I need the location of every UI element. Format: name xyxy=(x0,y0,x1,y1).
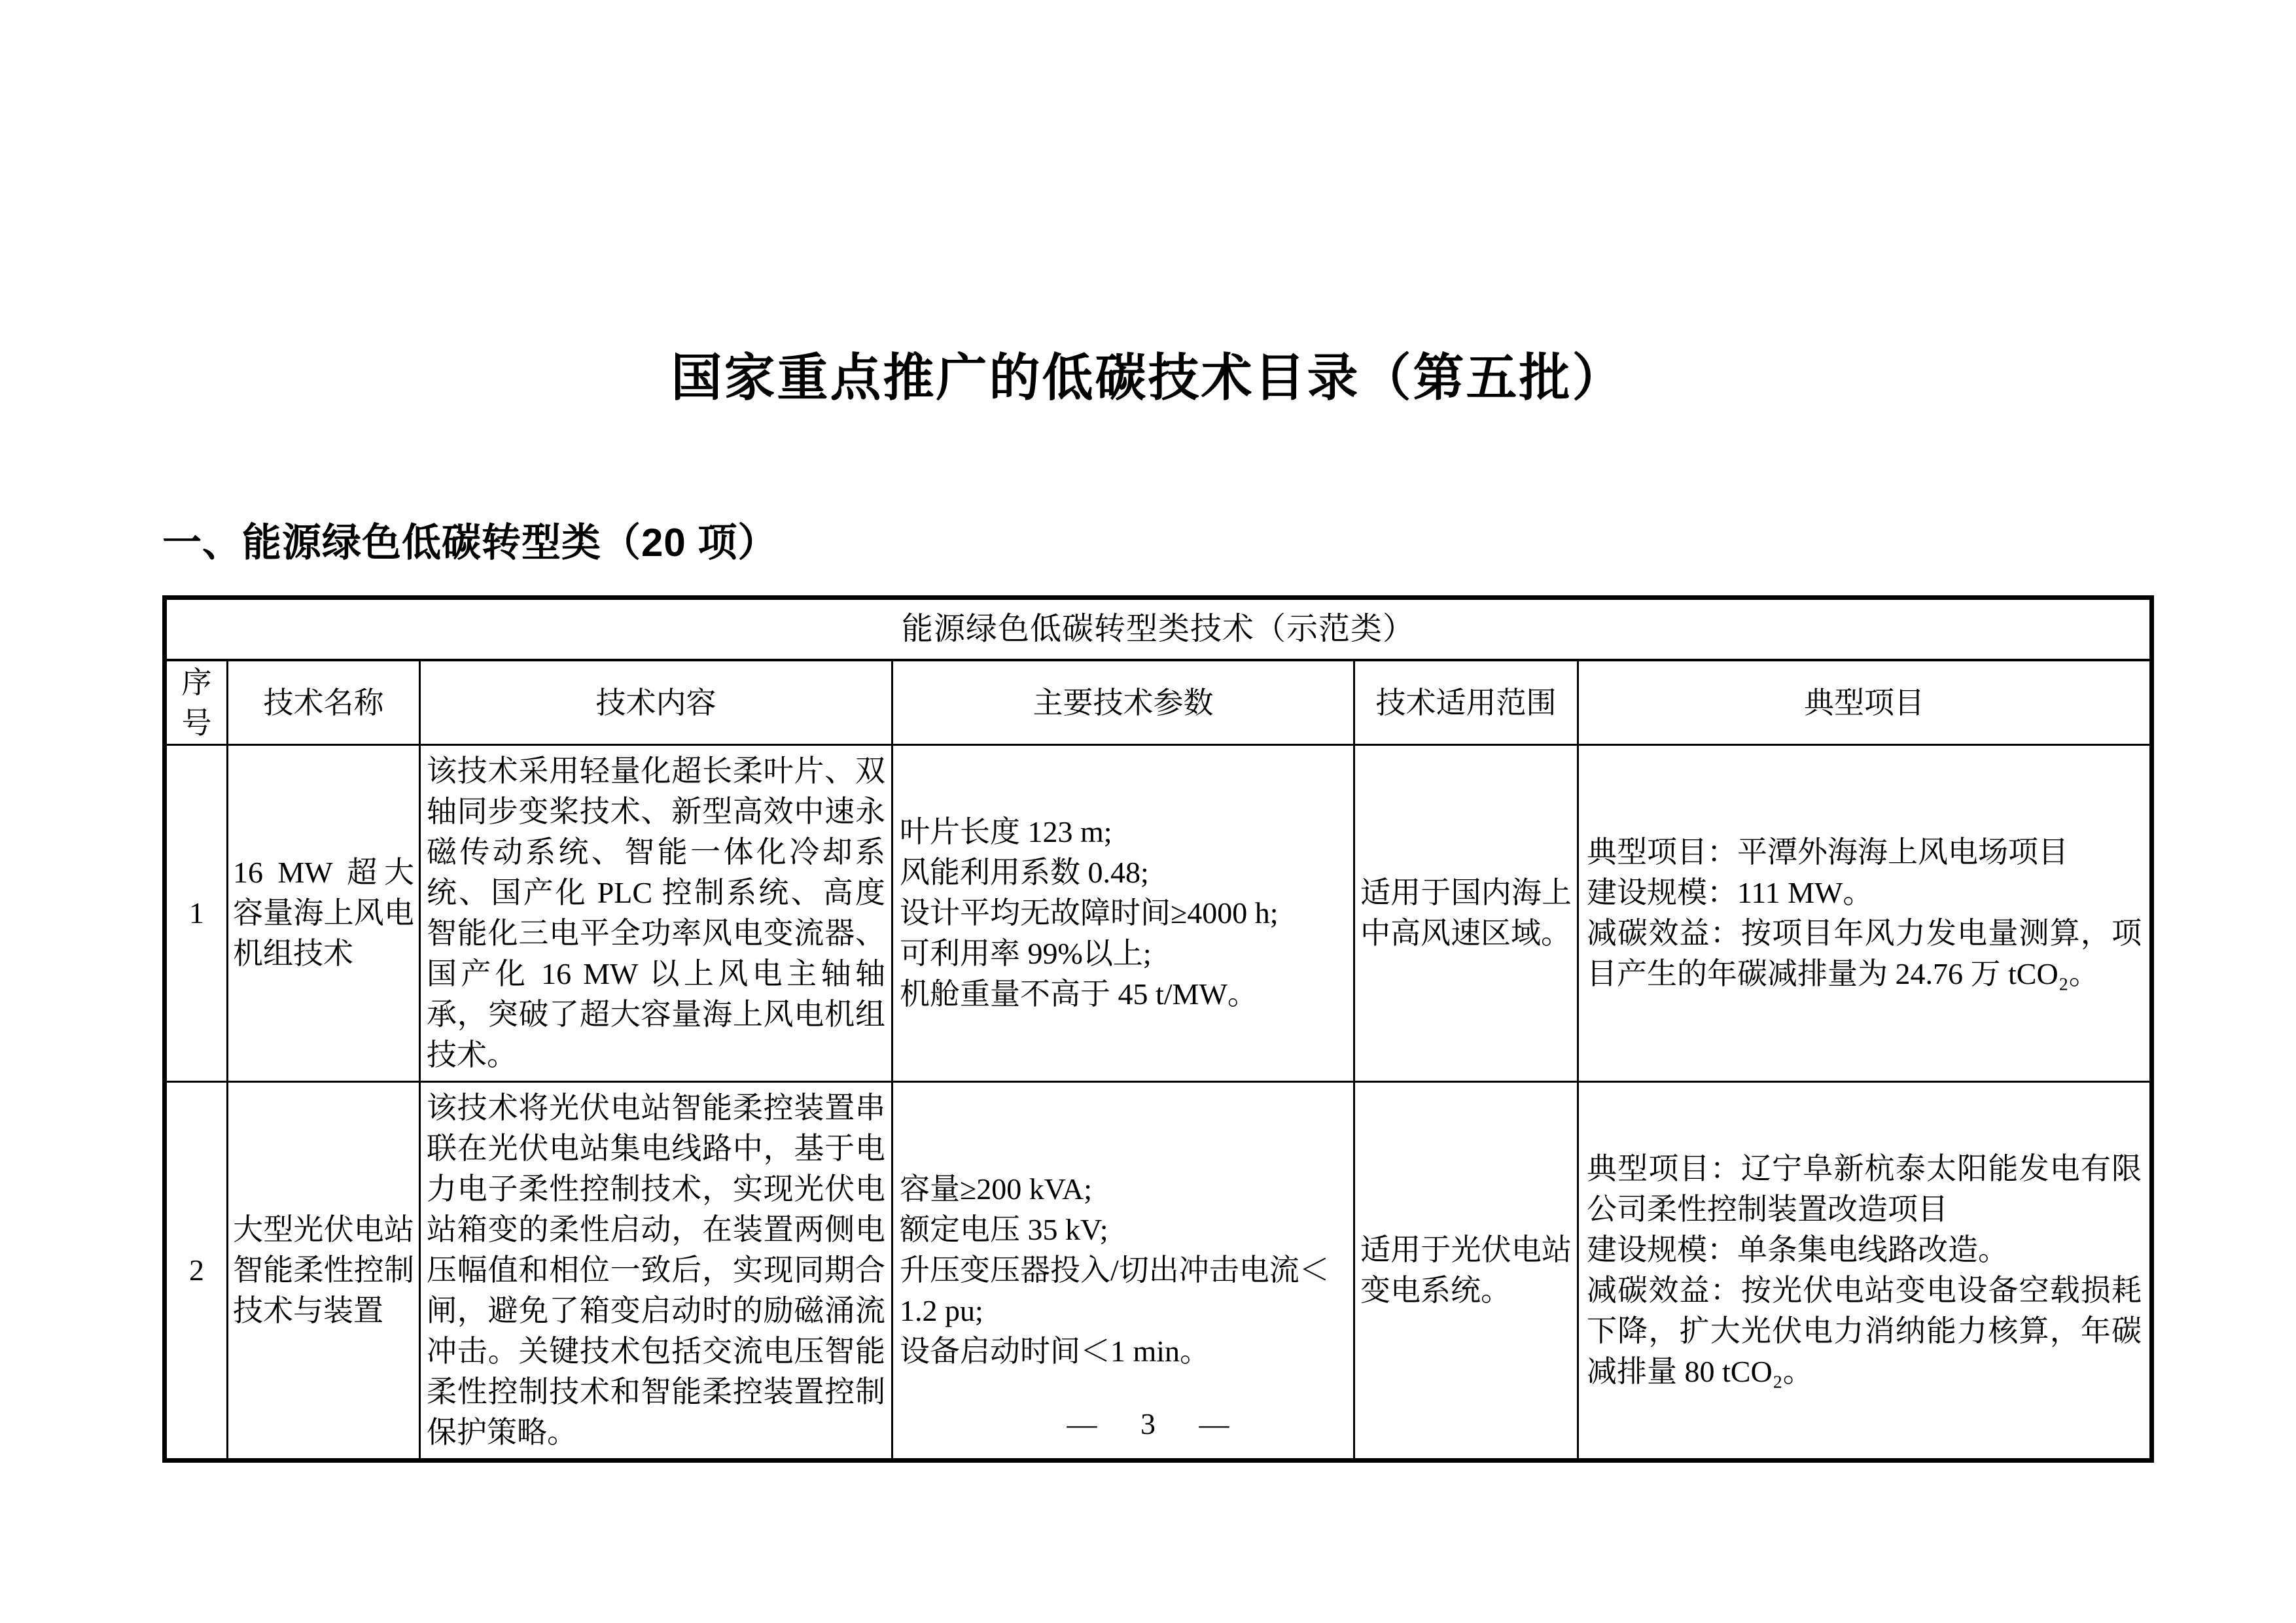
project-line: 减碳效益：按光伏电站变电设备空载损耗下降，扩大光伏电力消纳能力核算，年碳减排量 80 tCO₂。 xyxy=(1587,1274,2142,1388)
page-footer xyxy=(0,1406,2296,1441)
footer-dash-right: — xyxy=(1199,1407,1229,1440)
row-1-tech-content xyxy=(420,745,892,1082)
param-line: 风能利用系数 0.48; xyxy=(900,856,1149,889)
row-1-typical-project xyxy=(1578,745,2152,1082)
document-title: 国家重点推广的低碳技术目录（第五批） xyxy=(671,349,1625,406)
row-2-tech-scope xyxy=(1354,1082,1578,1461)
row-2-tech-name xyxy=(228,1082,420,1461)
col-header-typical-project: 典型项目 xyxy=(1578,660,2152,745)
table-caption: 能源绿色低碳转型类技术（示范类） xyxy=(165,598,2152,661)
param-line: 设计平均无故障时间≥4000 h; xyxy=(900,896,1279,930)
col-header-tech-name: 技术名称 xyxy=(228,660,420,745)
param-line: 容量≥200 kVA; xyxy=(900,1172,1093,1206)
col-header-tech-content: 技术内容 xyxy=(420,660,892,745)
section-heading: 一、能源绿色低碳转型类（20 项） xyxy=(162,521,778,565)
row-2-typical-project xyxy=(1578,1082,2152,1461)
tech-name-text: 大型光伏电站智能柔性控制技术与装置 xyxy=(233,1213,414,1327)
row-1-tech-name xyxy=(228,745,420,1082)
row-2-tech-parameters xyxy=(892,1082,1354,1461)
scope-text: 适用于光伏电站变电系统。 xyxy=(1360,1233,1572,1307)
param-line: 叶片长度 123 m; xyxy=(900,815,1112,848)
technology-table xyxy=(162,595,2154,1463)
param-line: 升压变压器投入/切出冲击电流＜1.2 pu; xyxy=(900,1253,1330,1327)
tech-content-text: 该技术将光伏电站智能柔控装置串联在光伏电站集电线路中，基于电力电子柔性控制技术，实现光伏电站箱变的柔性启动，在装置两侧电压幅值和相位一致后，实现同期合闸，避免了箱变启动时的励磁涌流冲击。关键技术包括交流电压智能柔性控制技术和智能柔控装置控制保护策略。 xyxy=(427,1091,885,1449)
table-caption-row xyxy=(165,598,2152,661)
footer-dash-left: — xyxy=(1067,1407,1097,1440)
project-line: 典型项目：平潭外海海上风电场项目 xyxy=(1587,835,2068,869)
param-line: 机舱重量不高于 45 t/MW。 xyxy=(900,977,1258,1011)
row-1-tech-scope xyxy=(1354,745,1578,1082)
row-2-tech-content xyxy=(420,1082,892,1461)
row-2-number: 2 xyxy=(165,1082,228,1461)
table-row-2 xyxy=(165,1082,2152,1461)
table-row-1 xyxy=(165,745,2152,1082)
param-line: 可利用率 99%以上; xyxy=(900,937,1152,970)
project-line: 建设规模：单条集电线路改造。 xyxy=(1587,1233,2008,1266)
col-header-tech-scope: 技术适用范围 xyxy=(1354,660,1578,745)
table-header-row xyxy=(165,660,2152,745)
project-line: 典型项目：辽宁阜新杭泰太阳能发电有限公司柔性控制装置改造项目 xyxy=(1587,1152,2142,1226)
row-1-tech-parameters xyxy=(892,745,1354,1082)
project-line: 减碳效益：按项目年风力发电量测算，项目产生的年碳减排量为 24.76 万 tCO₂。 xyxy=(1587,916,2142,990)
tech-name-text: 16 MW 超大容量海上风电机组技术 xyxy=(233,856,414,970)
param-line: 额定电压 35 kV; xyxy=(900,1213,1108,1246)
tech-content-text: 该技术采用轻量化超长柔叶片、双轴同步变桨技术、新型高效中速永磁传动系统、智能一体化冷却系统、国产化 PLC 控制系统、高度智能化三电平全功率风电变流器、国产化 16 MW 以上风电主轴轴承，突破了超大容量海上风电机组技术。 xyxy=(427,754,885,1072)
project-line: 建设规模：111 MW。 xyxy=(1587,876,1873,909)
page-number: 3 xyxy=(1140,1407,1156,1440)
scope-text: 适用于国内海上中高风速区域。 xyxy=(1360,876,1572,950)
row-1-number: 1 xyxy=(165,745,228,1082)
param-line: 设备启动时间＜1 min。 xyxy=(900,1335,1210,1368)
col-header-no: 序号 xyxy=(165,660,228,745)
col-header-tech-parameters: 主要技术参数 xyxy=(892,660,1354,745)
